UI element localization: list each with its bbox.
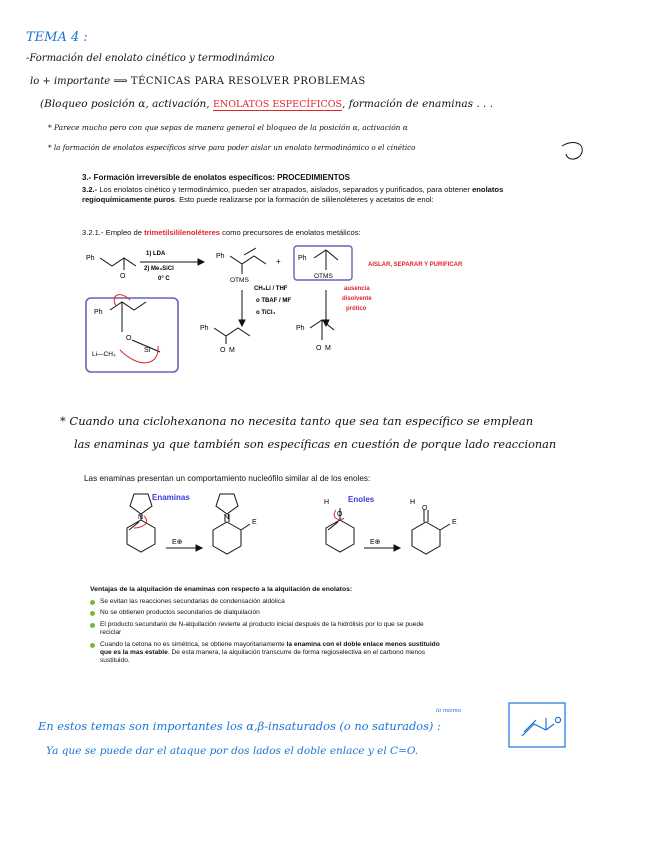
silyl-enol-ether-scheme: [80, 240, 520, 380]
note-line-1: -Formación del enolato cinético y termodinámico: [26, 53, 275, 64]
mech-li-ch3: Li—CH₃: [92, 351, 116, 358]
cyclohexanone-note-2: las enaminas ya que también son específicas en cuestión de porque lado reaccionan: [74, 438, 557, 451]
aislar-label: AISLAR, SEPARAR Y PURIFICAR: [368, 262, 463, 268]
cyclohexanone-note-1: * Cuando una ciclohexanona no necesita tanto que sea tan específico se emplean: [60, 414, 534, 428]
scheme-m-2: M: [325, 345, 331, 352]
note-line-4: * Parece mucho pero con que sepas de manera general el bloqueo de la posición α, activación α: [48, 123, 408, 132]
enaminas-intro: Las enaminas presentan un comportamiento nucleófilo similar al de los enoles:: [84, 474, 371, 483]
scheme-om-2: O: [316, 345, 322, 352]
section-3-2-1: [82, 228, 361, 237]
scheme-ph-5: Ph: [296, 325, 305, 332]
scheme-otms-1: OTMS: [230, 277, 249, 284]
sub-text-b: como precursores de enolatos metálicos:: [220, 228, 361, 237]
scheme-ph-4: Ph: [200, 325, 209, 332]
ventajas-list: [88, 598, 440, 669]
scheme-o-1: O: [120, 273, 126, 280]
ausencia-1: ausencia: [344, 286, 370, 292]
cond-2: o TBAF / MF: [256, 298, 291, 304]
enamine-enol-scheme: [100, 488, 480, 578]
scheme-m-1: M: [229, 347, 235, 354]
enol-o: O: [337, 511, 343, 518]
scheme-om-1: O: [220, 347, 226, 354]
bottom-note-2: Ya que se puede dar el ataque por dos lados el doble enlace y el C=O.: [46, 745, 419, 757]
para-number: 3.2.-: [82, 185, 98, 194]
scheme-otms-2: OTMS: [314, 273, 333, 280]
note-line-2-prefix: lo + importante: [30, 76, 111, 87]
sub-red-term: trimetilsililenoléteres: [144, 228, 221, 237]
scheme-ph-1: Ph: [86, 255, 95, 262]
note-line-3: [40, 98, 493, 110]
small-note: lo mismo: [436, 708, 462, 714]
scheme-ph-2: Ph: [216, 253, 225, 260]
note-line-3-b: , formación de enaminas . . .: [342, 98, 494, 110]
mech-si: Si: [144, 347, 151, 354]
list-item: Se evitan las reacciones secundarias de condensación aldólica: [88, 598, 440, 606]
section-3-title: 3.- Formación irreversible de enolatos específicos: PROCEDIMIENTOS: [82, 173, 350, 182]
sub-text-a: 3.2.1.- Empleo de: [82, 228, 145, 237]
scheme-reagent-3: 0° C: [158, 276, 170, 282]
iminium-e: E: [252, 519, 257, 526]
label-enaminas: Enaminas: [152, 493, 190, 502]
list-item: El producto secundario de N-alquilación revierte al producto inicial después de la hidrólisis por lo que se puede reciclar: [88, 621, 440, 638]
para-bold: enolatos regioquímicamente puros: [82, 185, 504, 204]
product-o: O: [422, 505, 428, 512]
scheme-ph-3: Ph: [298, 255, 307, 262]
product-h: H: [410, 499, 416, 506]
ventajas-title: Ventajas de la alquilación de enaminas con respecto a la alquilación de enolatos:: [90, 586, 353, 593]
ausencia-3: prótico: [346, 306, 367, 312]
note-line-2: lo + importante ⟹ TÉCNICAS PARA RESOLVER PROBLEMAS: [30, 76, 366, 87]
para-text-b: . Esto puede realizarse por la formación de sililenoléteres y acetatos de enol:: [174, 195, 434, 204]
list-item: No se obtienen productos secundarios de dialquilación: [88, 609, 440, 617]
electrophile-2: E⊕: [370, 539, 381, 546]
b4-text-a: Cuando la cetona no es simétrica, se obtiene mayoritariamente: [100, 640, 287, 648]
unsaturated-carbonyl-sketch: [508, 702, 568, 750]
label-enoles: Enoles: [348, 495, 375, 504]
list-item: [88, 641, 440, 666]
section-3-2-paragraph: [82, 185, 562, 205]
mech-o: O: [126, 335, 132, 342]
mech-ph: Ph: [94, 309, 103, 316]
enol-h: H: [324, 499, 330, 506]
b4-bold: la enamina con el doble enlace menos sustituido que es la mas estable: [100, 640, 440, 657]
para-text-a: Los enolatos cinético y termodinámico, pueden ser atrapados, aislados, separados y purificados, para obtener: [97, 185, 473, 194]
enamine-n: N: [138, 514, 144, 521]
iminium-n: N: [224, 514, 230, 521]
ausencia-2: disolvente: [342, 296, 372, 302]
tema-heading: TEMA 4 :: [26, 30, 88, 45]
scheme-reagent-2: 2) Me₃SiCl: [144, 266, 174, 272]
b4-text-b: . De esta manera, la alquilación transcurre de forma regioselectiva en el carbono menos sustituido.: [100, 649, 426, 665]
scheme-plus: +: [276, 257, 281, 266]
note-line-2-caps: TÉCNICAS PARA RESOLVER PROBLEMAS: [130, 76, 366, 87]
bottom-note-1: En estos temas son importantes los α,β-insaturados (o no saturados) :: [38, 719, 441, 733]
note-line-3-a: (Bloqueo posición α, activación,: [40, 98, 210, 110]
product-e: E: [452, 519, 457, 526]
cond-1: CH₃Li / THF: [254, 286, 288, 292]
scheme-reagent-1: 1) LDA: [146, 251, 166, 257]
enolatos-especificos-highlight: ENOLATOS ESPECÍFICOS: [212, 99, 343, 110]
cond-3: o TiCl₄: [256, 310, 276, 316]
note-line-5: * la formación de enolatos específicos sirve para poder aislar un enolato termodinámico o el cinético: [48, 143, 416, 152]
curly-arrow-icon: [560, 140, 590, 164]
electrophile-1: E⊕: [172, 539, 183, 546]
